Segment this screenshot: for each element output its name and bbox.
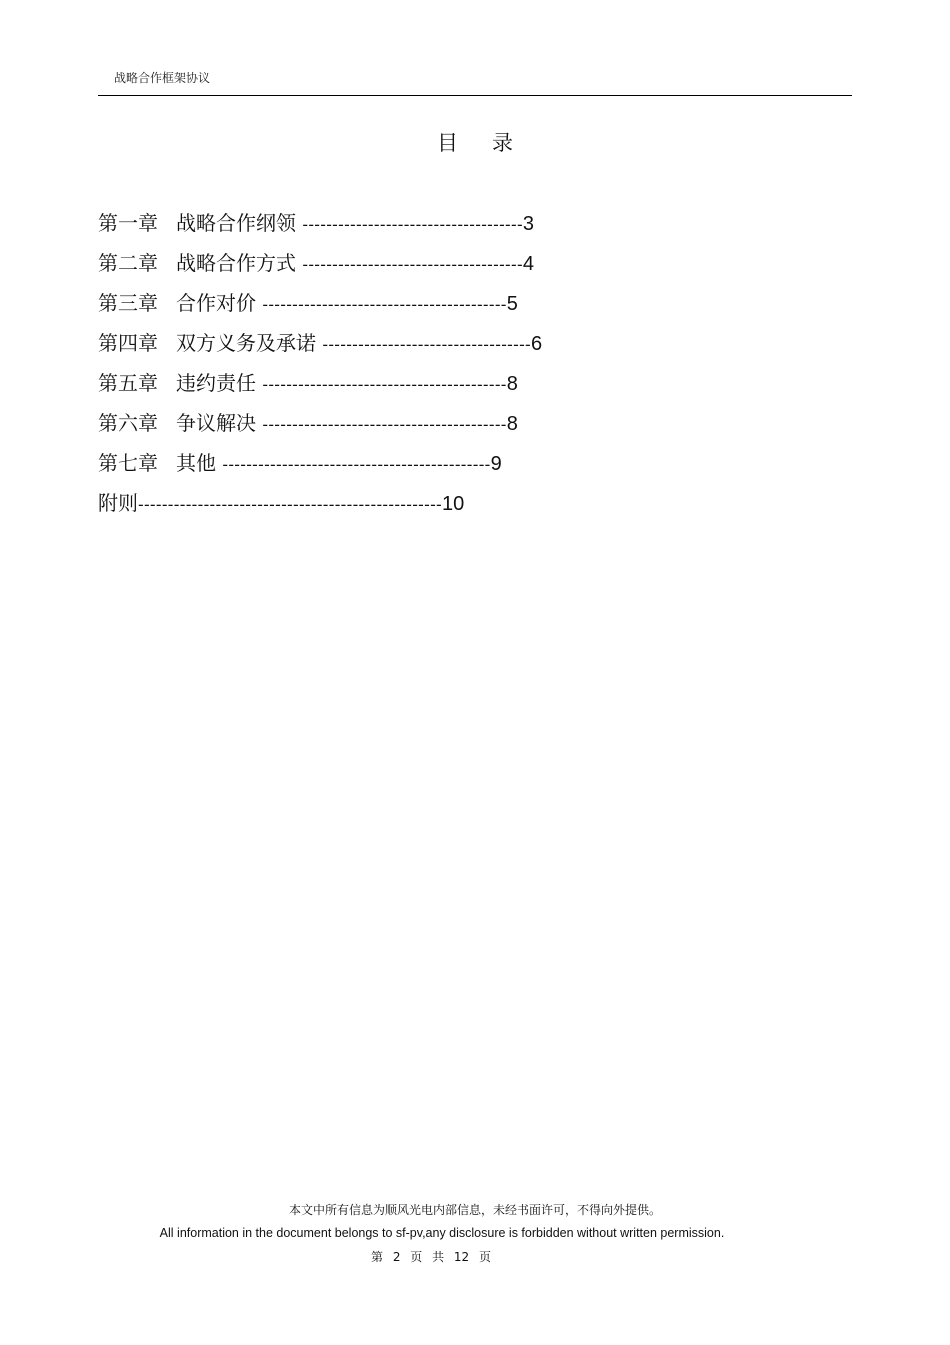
toc-entry-chapter-3[interactable]	[98, 283, 542, 323]
toc-leader-dashes: ---------------------------------------------	[222, 455, 491, 474]
toc-chapter-name: 争议解决	[176, 411, 256, 435]
toc-chapter-name: 其他	[176, 451, 216, 475]
toc-leader-dashes: -------------------------------------	[302, 255, 523, 274]
table-of-contents	[98, 203, 542, 523]
toc-leader-dashes: -----------------------------------------	[262, 415, 507, 434]
toc-chapter-number: 第一章	[98, 211, 158, 235]
document-header-title: 战略合作框架协议	[114, 71, 211, 85]
toc-page-number: 5	[506, 293, 518, 315]
toc-page-number: 6	[531, 333, 543, 355]
toc-page-number: 8	[506, 413, 518, 435]
toc-leader-dashes: -----------------------------------	[322, 335, 531, 354]
toc-chapter-number: 第五章	[98, 371, 158, 395]
toc-chapter-name: 战略合作纲领	[176, 211, 296, 235]
toc-page-number: 3	[522, 213, 535, 235]
toc-entry-chapter-6[interactable]	[98, 403, 542, 443]
toc-page-number: 9	[490, 453, 502, 475]
toc-entry-chapter-1[interactable]	[98, 203, 542, 243]
footer-confidentiality-notice-cn: 本文中所有信息为顺风光电内部信息，未经书面许可，不得向外提供。	[288, 1203, 661, 1217]
toc-leader-dashes: -----------------------------------------	[262, 295, 507, 314]
toc-leader-dashes: ---------------------------------------------------	[138, 495, 443, 514]
toc-chapter-number: 第二章	[98, 251, 158, 275]
toc-chapter-number: 第七章	[98, 451, 158, 475]
toc-page-number: 8	[506, 373, 518, 395]
toc-chapter-name: 附则	[98, 491, 138, 515]
toc-leader-dashes: -----------------------------------------	[262, 375, 507, 394]
toc-entry-appendix[interactable]	[98, 483, 542, 523]
toc-page-number: 10	[442, 493, 465, 515]
toc-chapter-number: 第三章	[98, 291, 158, 315]
footer-confidentiality-notice-en: All information in the document belongs to sf-pv,any disclosure is forbidden without written permission.	[159, 1226, 725, 1240]
toc-chapter-number: 第四章	[98, 331, 158, 355]
toc-entry-chapter-4[interactable]	[98, 323, 542, 363]
toc-title: 目录	[437, 131, 547, 155]
toc-chapter-name: 合作对价	[176, 291, 256, 315]
footer-page-indicator: 第 2 页 共 12 页	[371, 1250, 491, 1264]
toc-chapter-number: 第六章	[98, 411, 158, 435]
toc-chapter-name: 违约责任	[176, 371, 256, 395]
toc-entry-chapter-7[interactable]	[98, 443, 542, 483]
toc-entry-chapter-2[interactable]	[98, 243, 542, 283]
toc-entry-chapter-5[interactable]	[98, 363, 542, 403]
toc-chapter-name: 双方义务及承诺	[176, 331, 316, 355]
header-divider	[98, 95, 852, 96]
toc-page-number: 4	[522, 253, 535, 275]
toc-chapter-name: 战略合作方式	[176, 251, 296, 275]
toc-leader-dashes: -------------------------------------	[302, 215, 523, 234]
